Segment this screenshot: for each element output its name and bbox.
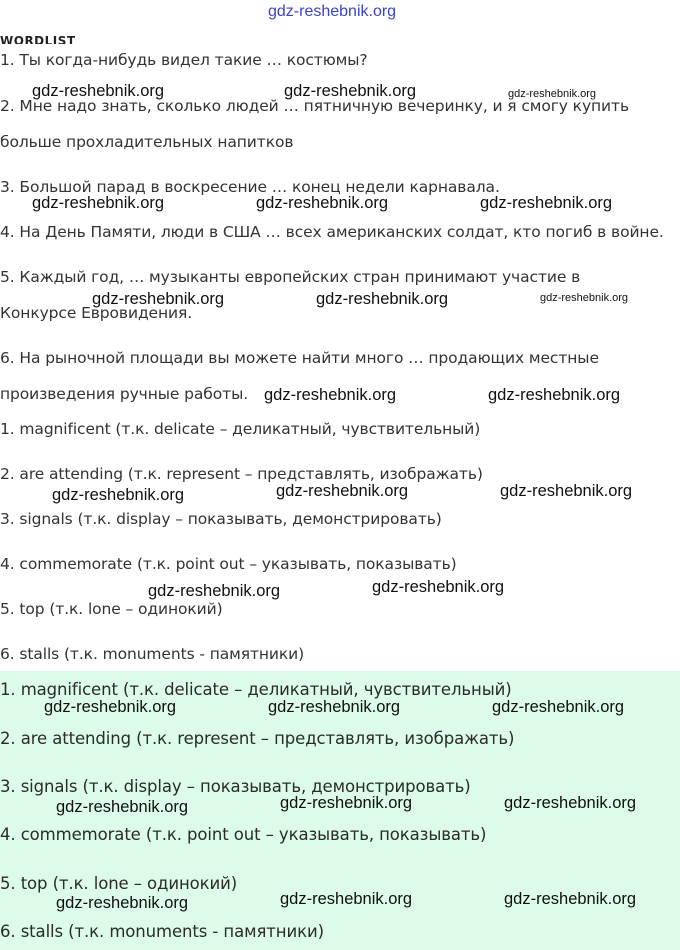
watermark: gdz-reshebnik.org bbox=[316, 290, 449, 308]
question-line: больше прохладительных напитков bbox=[0, 133, 294, 151]
highlighted-answer-line: 5. top (т.к. lone – одинокий) bbox=[0, 874, 238, 893]
question-line: 6. На рыночной площади вы можете найти много … продающих местные bbox=[0, 349, 599, 367]
watermark: gdz-reshebnik.org bbox=[32, 82, 165, 100]
answer-line: 4. commemorate (т.к. point out – указывать, показывать) bbox=[0, 555, 457, 573]
answer-line: 5. top (т.к. lone – одинокий) bbox=[0, 600, 223, 618]
watermark: gdz-reshebnik.org bbox=[268, 698, 401, 716]
question-line: 4. На День Памяти, люди в США … всех американских солдат, кто погиб в войне. bbox=[0, 223, 664, 241]
answer-line: 1. magnificent (т.к. delicate – деликатный, чувствительный) bbox=[0, 420, 481, 438]
watermark: gdz-reshebnik.org bbox=[256, 194, 389, 212]
watermark: gdz-reshebnik.org bbox=[56, 798, 189, 816]
watermark: gdz-reshebnik.org bbox=[540, 292, 629, 304]
answer-line: 3. signals (т.к. display – показывать, демонстрировать) bbox=[0, 510, 442, 528]
question-line: Конкурсе Евровидения. bbox=[0, 304, 193, 322]
highlighted-answer-line: 1. magnificent (т.к. delicate – деликатный, чувствительный) bbox=[0, 680, 512, 699]
question-line: 5. Каждый год, … музыканты европейских стран принимают участие в bbox=[0, 268, 581, 286]
question-line: 3. Большой парад в воскресение … конец недели карнавала. bbox=[0, 178, 500, 196]
answer-line: 6. stalls (т.к. monuments - памятники) bbox=[0, 645, 305, 663]
watermark: gdz-reshebnik.org bbox=[280, 794, 413, 812]
question-line: произведения ручные работы. bbox=[0, 385, 249, 403]
watermark: gdz-reshebnik.org bbox=[372, 578, 505, 596]
question-line: 1. Ты когда-нибудь видел такие … костюмы? bbox=[0, 51, 368, 69]
watermark: gdz-reshebnik.org bbox=[492, 698, 625, 716]
watermark: gdz-reshebnik.org bbox=[284, 82, 417, 100]
watermark: gdz-reshebnik.org bbox=[264, 386, 397, 404]
watermark: gdz-reshebnik.org bbox=[92, 290, 225, 308]
watermark: gdz-reshebnik.org bbox=[280, 890, 413, 908]
highlighted-answer-line: 2. are attending (т.к. represent – представлять, изображать) bbox=[0, 729, 515, 748]
watermark: gdz-reshebnik.org bbox=[32, 194, 165, 212]
watermark-top: gdz-reshebnik.org bbox=[268, 3, 397, 20]
watermark: gdz-reshebnik.org bbox=[276, 482, 409, 500]
highlighted-answer-line: 4. commemorate (т.к. point out – указывать, показывать) bbox=[0, 825, 487, 844]
watermark: gdz-reshebnik.org bbox=[44, 698, 177, 716]
wordlist-heading: WORDLIST bbox=[0, 34, 76, 44]
watermark: gdz-reshebnik.org bbox=[500, 482, 633, 500]
watermark: gdz-reshebnik.org bbox=[480, 194, 613, 212]
question-line: 2. Мне надо знать, сколько людей … пятничную вечеринку, и я смогу купить bbox=[0, 97, 629, 115]
watermark: gdz-reshebnik.org bbox=[504, 890, 637, 908]
watermark: gdz-reshebnik.org bbox=[56, 894, 189, 912]
watermark: gdz-reshebnik.org bbox=[148, 582, 281, 600]
watermark: gdz-reshebnik.org bbox=[52, 486, 185, 504]
answer-line: 2. are attending (т.к. represent – представлять, изображать) bbox=[0, 465, 483, 483]
highlighted-answer-line: 6. stalls (т.к. monuments - памятники) bbox=[0, 922, 324, 941]
watermark: gdz-reshebnik.org bbox=[504, 794, 637, 812]
highlighted-answer-line: 3. signals (т.к. display – показывать, демонстрировать) bbox=[0, 777, 471, 796]
watermark: gdz-reshebnik.org bbox=[488, 386, 621, 404]
watermark: gdz-reshebnik.org bbox=[508, 88, 597, 100]
